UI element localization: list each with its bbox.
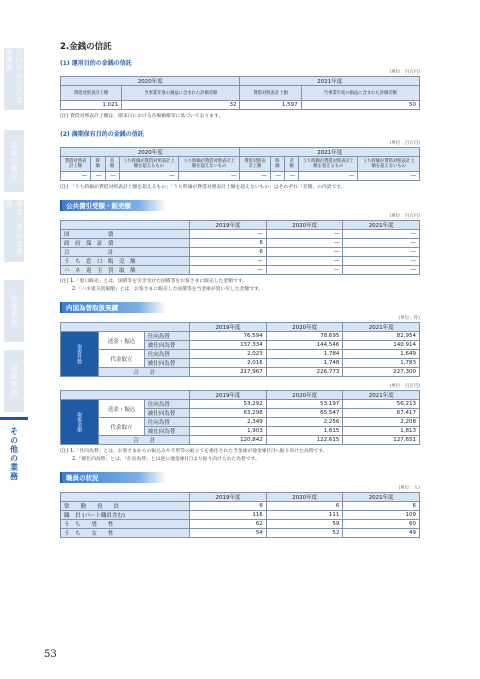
- sidebar-tab-1[interactable]: [4, 48, 24, 110]
- table-row: [61, 257, 420, 266]
- year-header: 2020年度: [61, 77, 240, 86]
- table-cell: 1,615: [266, 427, 343, 436]
- page-number: 53: [44, 649, 57, 660]
- year-header: 2021年度: [343, 221, 420, 230]
- table-cell: —: [343, 257, 420, 266]
- trust-table-2: [60, 147, 420, 181]
- row-group: 送金・振込: [99, 400, 145, 418]
- year-header: 2021年度: [343, 391, 420, 400]
- sidebar-tab-label: その他の業務: [9, 427, 19, 481]
- table-cell: 76,594: [190, 332, 267, 341]
- unit-label: (単位：百万円): [389, 214, 420, 219]
- row-label: 仕向為替: [144, 400, 190, 409]
- row-label: 合 計: [61, 248, 190, 257]
- col-header: うち時価が貸借対照表計上額を超えないもの: [178, 157, 240, 172]
- table-cell: —: [190, 266, 267, 275]
- year-header: 2020年度: [266, 391, 343, 400]
- sidebar-tab-label: 投資業務: [10, 295, 18, 327]
- sidebar-tab-label: 金融の概況: [10, 141, 18, 181]
- table-row: [61, 418, 420, 427]
- table-cell: 54: [190, 529, 267, 538]
- table-row: [61, 511, 420, 520]
- table-cell: —: [299, 172, 358, 181]
- section-header-public-bonds: 公共債引受額・販売額: [60, 200, 166, 211]
- notes: [60, 278, 420, 294]
- table-cell: 1,021: [61, 101, 122, 110]
- table-cell: —: [190, 230, 267, 239]
- table-cell: 120,842: [190, 436, 267, 445]
- table-cell: —: [358, 172, 420, 181]
- year-header: 2020年度: [266, 221, 343, 230]
- table-cell: —: [284, 172, 298, 181]
- table-cell: —: [266, 239, 343, 248]
- table-cell: —: [178, 172, 240, 181]
- corner-cell: [61, 391, 190, 400]
- table-cell: 122,615: [266, 436, 343, 445]
- table-cell: —: [240, 172, 270, 181]
- table-cell: —: [91, 172, 105, 181]
- table-cell: 226,773: [266, 368, 343, 377]
- unit-label: (単位：百万円): [389, 141, 420, 146]
- table-row: [61, 436, 420, 445]
- table-cell: 1,784: [266, 350, 343, 359]
- table-cell: 60: [343, 520, 420, 529]
- sidebar-tab-2[interactable]: [4, 130, 24, 192]
- table-cell: 65,547: [266, 409, 343, 418]
- year-header: 2019年度: [190, 323, 267, 332]
- table-cell: 137,334: [190, 341, 267, 350]
- table-cell: 111: [266, 511, 343, 520]
- note: (注) 1.「仕向為替」とは、お客さまからの振込みや手形等の取立てを委任された当金庫が他金庫(行)へ振り向けた為替です。: [60, 449, 328, 454]
- table-cell: —: [119, 172, 178, 181]
- unit-label: (単位：件): [398, 316, 420, 321]
- table-row: [61, 502, 420, 511]
- sidebar-tab-5[interactable]: [4, 350, 24, 412]
- table-cell: —: [343, 239, 420, 248]
- section-header-staff: 職員の状況: [60, 472, 166, 483]
- table-cell: —: [343, 230, 420, 239]
- year-header: 2020年度: [266, 493, 343, 502]
- table-cell: 116: [190, 511, 267, 520]
- table-cell: 227,300: [343, 368, 420, 377]
- table-row: [61, 230, 420, 239]
- table-row: [61, 368, 420, 377]
- public-bonds-table: [60, 220, 420, 275]
- table-cell: —: [190, 257, 267, 266]
- table-cell: 1,903: [190, 427, 267, 436]
- row-label: 被仕向為替: [144, 409, 190, 418]
- row-label: 常 勤 役 員: [61, 502, 190, 511]
- table-cell: —: [105, 172, 119, 181]
- table-row: [61, 520, 420, 529]
- row-label: 職 員 (パート職員含む): [61, 511, 190, 520]
- table-cell: 6: [343, 502, 420, 511]
- notes: [60, 448, 420, 464]
- sidebar: [0, 0, 28, 679]
- table-cell: —: [266, 230, 343, 239]
- row-group: 送金・振込: [99, 332, 145, 350]
- year-header: 2019年度: [190, 221, 267, 230]
- col-header: うち時価が貸借対照表計上額を超えるもの: [299, 157, 358, 172]
- exchange-amount-table: [60, 390, 420, 445]
- sidebar-tab-label: 吉川市の公式金融機関: [5, 48, 23, 104]
- row-label: 被仕向為替: [144, 427, 190, 436]
- table-row: [61, 332, 420, 341]
- row-label: 政 府 保 証 債: [61, 239, 190, 248]
- sidebar-tab-label: 預金・貸出金業務: [5, 200, 23, 256]
- unit-label: (単位：人): [398, 486, 420, 491]
- row-label: 合 計: [99, 368, 190, 377]
- row-label: 被仕向為替: [144, 359, 190, 368]
- corner-cell: [61, 221, 190, 230]
- col-header: 差額: [284, 157, 298, 172]
- table-cell: 50: [301, 101, 419, 110]
- table-row: [61, 239, 420, 248]
- row-group-label: 取扱件数: [61, 332, 99, 377]
- col-header: 差額: [105, 157, 119, 172]
- table-cell: 140,914: [343, 341, 420, 350]
- col-header: うち時価が貸借対照表計上額を超えるもの: [119, 157, 178, 172]
- row-label: 仕向為替: [144, 418, 190, 427]
- table-cell: 49: [343, 529, 420, 538]
- table-cell: 62: [190, 520, 267, 529]
- table-cell: 32: [122, 101, 240, 110]
- table-row: [61, 266, 420, 275]
- table-cell: 2,016: [190, 359, 267, 368]
- row-group: 代金取立: [99, 350, 145, 368]
- note: (注) 「うち時価が貸借対照表計上額を超えるもの」「うち時価が貸借対照表計上額を超えないもの」はそれぞれ「差額」の内訳です。: [60, 185, 346, 190]
- table-cell: 6: [190, 502, 267, 511]
- section-title: 2.金銭の信託: [60, 42, 112, 52]
- subsection-title: (2) 満期保有目的の金銭の信託: [60, 131, 144, 138]
- year-header: 2019年度: [190, 493, 267, 502]
- col-header: 当事業年度の損益に含まれた評価差額: [301, 86, 419, 101]
- table-cell: —: [343, 248, 420, 257]
- row-label: 合 計: [99, 436, 190, 445]
- exchange-count-table: [60, 322, 420, 377]
- table-cell: 63,298: [190, 409, 267, 418]
- table-cell: —: [61, 172, 91, 181]
- unit-label: (単位：百万円): [389, 384, 420, 389]
- table-row: [61, 350, 420, 359]
- year-header: 2019年度: [190, 391, 267, 400]
- main-content: [60, 40, 420, 538]
- table-cell: 2,208: [343, 418, 420, 427]
- col-header: 貸借対照表計上額: [61, 86, 122, 101]
- year-header: 2020年度: [61, 148, 240, 157]
- row-label: う ち 女 性: [61, 529, 190, 538]
- table-row: [61, 248, 420, 257]
- row-group-label: 取扱金額: [61, 400, 99, 445]
- col-header: 貸借対照表計上額: [240, 86, 301, 101]
- col-header: 貸借対照表計上額: [61, 157, 91, 172]
- col-header: 貸借対照表計上額: [240, 157, 270, 172]
- row-label: 被仕向為替: [144, 341, 190, 350]
- table-cell: 78,695: [266, 332, 343, 341]
- corner-cell: [61, 323, 190, 332]
- col-header: 当事業年度の損益に含まれた評価差額: [122, 86, 240, 101]
- note: 2.「ハネ返玉買取額」とは、お客さまに販売した国債等を当金庫が買い戻した金額です。: [72, 287, 264, 292]
- table-cell: 53,197: [266, 400, 343, 409]
- row-label: 仕向為替: [144, 350, 190, 359]
- table-cell: 53,292: [190, 400, 267, 409]
- row-label: う ち 窓 口 販 売 額: [61, 257, 190, 266]
- sidebar-tab-label: 国際業務: [10, 365, 18, 397]
- corner-cell: [61, 493, 190, 502]
- table-cell: —: [343, 266, 420, 275]
- table-cell: 59: [266, 520, 343, 529]
- table-cell: 2,349: [190, 418, 267, 427]
- table-cell: 109: [343, 511, 420, 520]
- sidebar-tab-3[interactable]: [4, 200, 24, 262]
- col-header: 時価: [270, 157, 284, 172]
- year-header: 2021年度: [240, 77, 420, 86]
- note: (注) 貸借対照表計上額は、期末日における市場価格等に基づいております。: [60, 114, 224, 119]
- table-cell: 1,748: [266, 359, 343, 368]
- table-row: [61, 529, 420, 538]
- table-cell: 67,417: [343, 409, 420, 418]
- table-cell: 144,546: [266, 341, 343, 350]
- subsection-title: (1) 運用目的の金銭の信託: [60, 60, 132, 67]
- table-cell: 6: [190, 248, 267, 257]
- row-label: う ち 男 性: [61, 520, 190, 529]
- table-row: [61, 400, 420, 409]
- row-label: 仕向為替: [144, 332, 190, 341]
- table-cell: 56,213: [343, 400, 420, 409]
- table-cell: 1,649: [343, 350, 420, 359]
- table-cell: —: [266, 248, 343, 257]
- table-cell: 2,256: [266, 418, 343, 427]
- year-header: 2021年度: [343, 493, 420, 502]
- col-header: 時価: [91, 157, 105, 172]
- row-group: 代金取立: [99, 418, 145, 436]
- year-header: 2021年度: [240, 148, 420, 157]
- table-cell: 2,023: [190, 350, 267, 359]
- note: 2.「被仕向為替」とは、「仕向為替」とは逆に他金庫(行)より振り向けられた為替です。: [72, 457, 260, 462]
- table-cell: 82,954: [343, 332, 420, 341]
- table-cell: —: [266, 257, 343, 266]
- sidebar-tab-4[interactable]: [4, 280, 24, 342]
- row-label: 国 債: [61, 230, 190, 239]
- col-header: うち時価が貸借対照表計上額を超えないもの: [358, 157, 420, 172]
- note: (注) 1.「窓口販売」とは、国債等を引き受けた国債等をお客さまに販売した金額です。: [60, 279, 247, 284]
- table-cell: 217,967: [190, 368, 267, 377]
- sidebar-tab-active[interactable]: [4, 423, 24, 485]
- table-cell: 1,783: [343, 359, 420, 368]
- table-cell: —: [266, 266, 343, 275]
- table-cell: —: [270, 172, 284, 181]
- trust-table-1: [60, 76, 420, 110]
- table-cell: 52: [266, 529, 343, 538]
- table-cell: 127,651: [343, 436, 420, 445]
- table-cell: 6: [266, 502, 343, 511]
- row-label: ハ ネ 返 玉 買 取 額: [61, 266, 190, 275]
- section-header-domestic-exchange: 内国為替取扱実績: [60, 302, 166, 313]
- year-header: 2021年度: [343, 323, 420, 332]
- table-cell: 6: [190, 239, 267, 248]
- table-cell: 1,813: [343, 427, 420, 436]
- table-cell: 1,597: [240, 101, 301, 110]
- year-header: 2020年度: [266, 323, 343, 332]
- unit-label: (単位：百万円): [389, 70, 420, 75]
- staff-table: [60, 492, 420, 538]
